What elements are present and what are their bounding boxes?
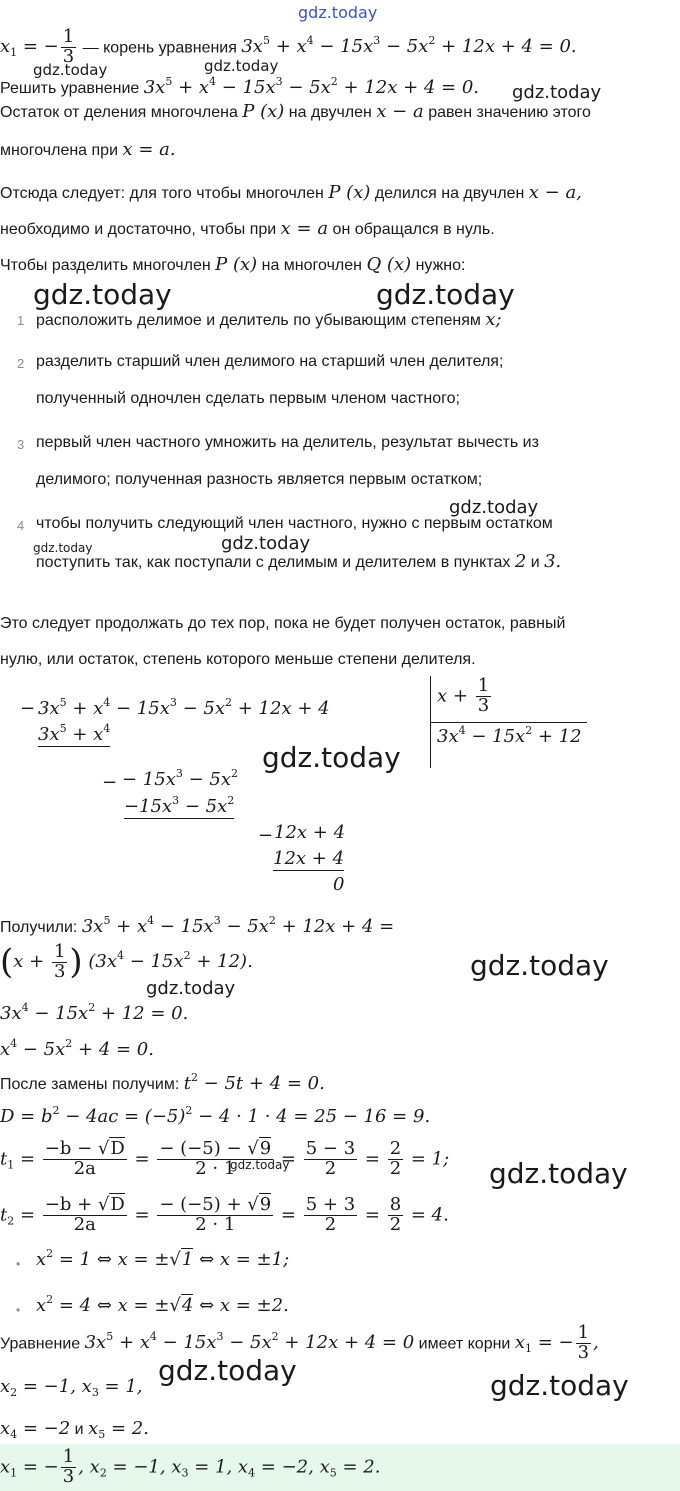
step-2-line-2: полученный одночлен сделать первым членом частного; — [36, 390, 460, 407]
watermark: gdz.today — [146, 978, 236, 999]
step-4-line-2: поступить так, как поступали с делимым и делителем в пунктах 2 и 3. — [36, 551, 562, 572]
watermark-top: gdz.today — [298, 3, 378, 22]
got-line-1: Получили: $3x^5 + x^4 - 15x^3 - 5x^2 + 12x + 4$ = — [0, 914, 395, 937]
t1-line: $t_1$ = $\frac{-b - √D}{2a}$ = $\frac{- (-5) - √9}{2 \cdot 1}$ = $\frac{5 - 3}{2}$ = $\frac{2}{2}$ = 1; — [0, 1138, 450, 1179]
step-1-text: расположить делимое и делитель по убывающим степеням x; — [36, 309, 502, 330]
step-number: 1 — [17, 313, 25, 328]
continue-line-1: Это следует продолжать до тех пор, пока не будет получен остаток, равный — [0, 615, 566, 632]
watermark: gdz.today — [33, 278, 172, 311]
watermark: gdz.today — [33, 541, 93, 555]
conclusion-line-2: $x_2 = -1$, $x_3 = 1$, — [0, 1376, 143, 1399]
watermark: gdz.today — [470, 949, 609, 982]
quotient-rule — [431, 722, 587, 723]
watermark: gdz.today — [512, 82, 602, 103]
final-answer: $x_1$ = − $\frac{1}{3}$ , $x_2 = -1$, $x_3 = 1$, $x_4 = -2$, $x_5 = 2$. — [0, 1446, 381, 1487]
theory-line-2: многочлена при x = a. — [0, 139, 176, 160]
continue-line-2: нулю, или остаток, степень которого меньше степени делителя. — [0, 651, 476, 668]
watermark: gdz.today — [262, 741, 401, 774]
substitution-line: После замены получим: $t^2 - 5t + 4 = 0$. — [0, 1071, 325, 1094]
theory-line-5: Чтобы разделить многочлен P (x) на многочлен Q (x) нужно: — [0, 254, 466, 275]
case-2: $x^2 = 4$ ⇔ x = ±√4 ⇔ x = ±2. — [36, 1293, 289, 1316]
watermark: gdz.today — [158, 1354, 297, 1387]
got-line-2: (x + $\frac{1}{3}$ ) $(3x^4 - 15x^2 + 12)$. — [0, 940, 253, 982]
step-2-line-1: разделить старший член делимого на старший член делителя; — [36, 353, 504, 370]
conclusion-line-1: Уравнение $3x^5 + x^4 - 15x^3 - 5x^2 + 12x + 4 = 0$ имеет корни $x_1$ = − $\frac{1}{3}$ , — [0, 1322, 599, 1363]
eq-line-2: $x^4 - 5x^2 + 4 = 0$. — [0, 1037, 154, 1060]
theory-line-3: Отсюда следует: для того чтобы многочлен P (x) делился на двучлен x − a, — [0, 182, 582, 203]
discriminant-line: $D = b^2 - 4ac = (-5)^2 - 4 \cdot 1 \cdot 4 = 25 - 16 = 9$. — [0, 1104, 431, 1127]
step-4-line-1: чтобы получить следующий член частного, нужно с первым остатком — [36, 515, 553, 532]
step-3-line-2: делимого; полученная разность является первым остатком; — [36, 471, 483, 488]
watermark: gdz.today — [490, 1369, 629, 1402]
step-3-line-1: первый член частного умножить на делитель, результат вычесть из — [36, 434, 539, 451]
watermark: gdz.today — [376, 278, 515, 311]
t2-line: $t_2$ = $\frac{-b + √D}{2a}$ = $\frac{- (-5) + √9}{2 \cdot 1}$ = $\frac{5 + 3}{2}$ = $\frac{8}{2}$ = 4. — [0, 1194, 449, 1235]
bullet-icon: • — [16, 1257, 21, 1271]
step-number: 2 — [17, 356, 25, 371]
eq-line-1: $3x^4 - 15x^2 + 12 = 0$. — [0, 1001, 189, 1024]
step-number: 3 — [17, 437, 25, 452]
watermark: gdz.today — [449, 497, 539, 518]
bullet-icon: • — [16, 1303, 21, 1317]
watermark: gdz.today — [221, 533, 311, 554]
watermark: gdz.today — [33, 61, 108, 79]
watermark: gdz.today — [230, 1158, 290, 1172]
header-root-statement: $x_1$ = − $\frac{1}{3}$ — корень уравнения $3x^5 + x^4 - 15x^3 - 5x^2 + 12x + 4 = 0$. — [0, 26, 577, 67]
theory-line-1: Остаток от деления многочлена P (x) на двучлен x − a равен значению этого — [0, 101, 591, 122]
conclusion-line-3: $x_4 = -2$ и $x_5 = 2$. — [0, 1418, 149, 1441]
step-number: 4 — [17, 518, 25, 533]
solve-statement: Решить уравнение $3x^5 + x^4 - 15x^3 - 5x^2 + 12x + 4 = 0$. — [0, 75, 480, 98]
intro-text: — корень уравнения — [82, 39, 237, 57]
theory-line-4: необходимо и достаточно, чтобы при x = a он обращался в нуль. — [0, 218, 495, 239]
watermark: gdz.today — [204, 57, 279, 75]
case-1: $x^2 = 1$ ⇔ x = ±√1 ⇔ x = ±1; — [36, 1247, 290, 1270]
watermark: gdz.today — [489, 1157, 628, 1190]
